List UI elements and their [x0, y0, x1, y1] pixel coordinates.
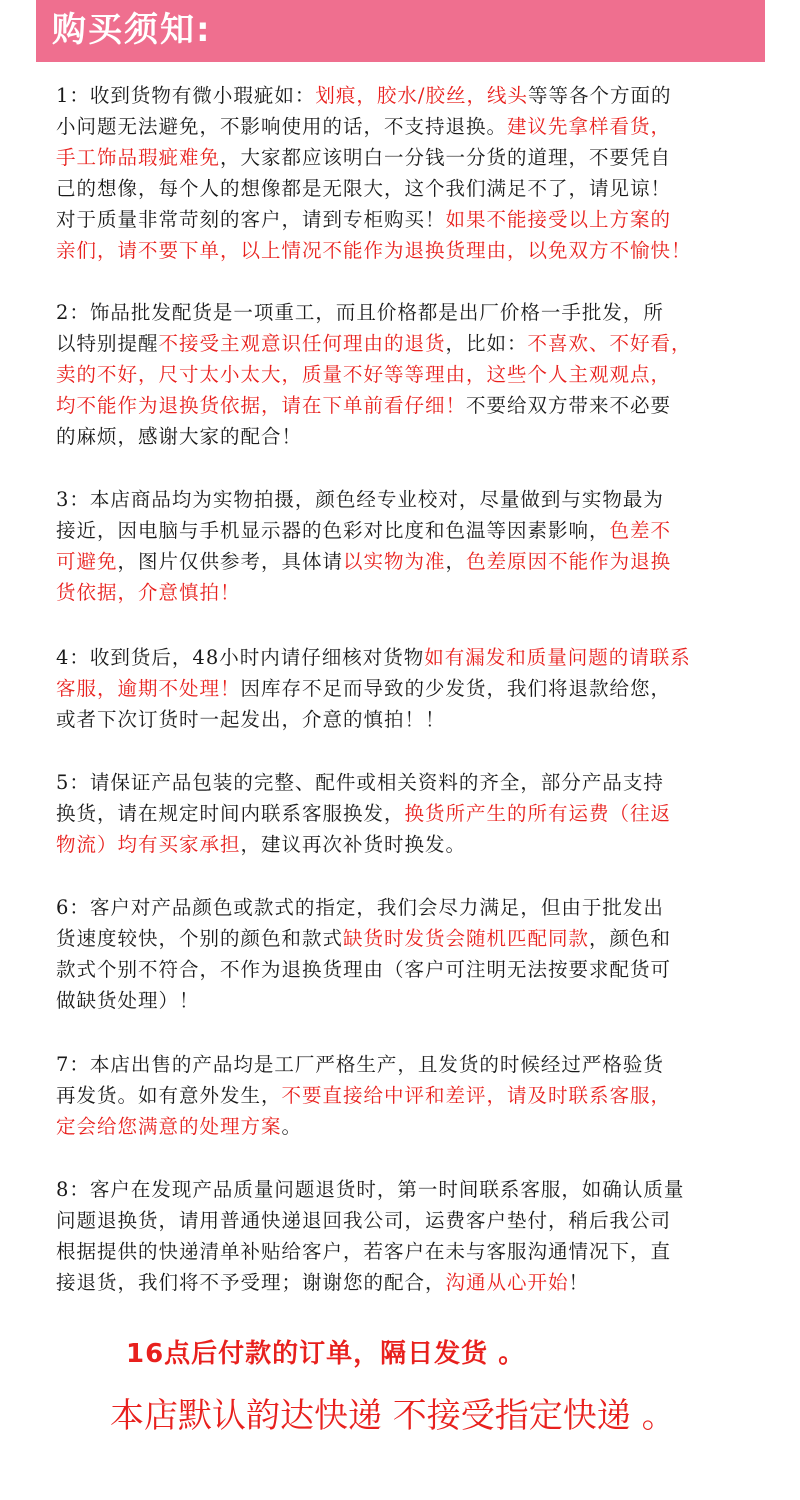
- text-line: [56, 297, 768, 328]
- text-line: [56, 359, 768, 390]
- body-text: 小问题无法避免，不影响使用的话，不支持退换。: [56, 115, 508, 138]
- body-text: 做缺货处理）！: [56, 989, 200, 1012]
- courier-notice: 本店默认韵达快递 不接受指定快递 。: [110, 1396, 676, 1436]
- section-2: [56, 297, 768, 452]
- body-text: ，图片仅供参考，具体请: [117, 550, 344, 573]
- body-text: 7：本店出售的产品均是工厂严格生产，且发货的时候经过严格验货: [56, 1053, 664, 1076]
- highlighted-text: 缺货时发货会随机匹配同款: [343, 927, 590, 950]
- body-text: 4：收到货后，48小时内请仔细核对货物: [56, 646, 425, 669]
- body-text: 6：客户对产品颜色或款式的指定，我们会尽力满足，但由于批发出: [56, 896, 664, 919]
- text-line: [56, 173, 768, 204]
- body-text: 货速度较快，个别的颜色和款式: [56, 927, 344, 950]
- highlighted-text: 客服，逾期不处理！: [56, 677, 241, 700]
- highlighted-text: 不接受主观意识任何理由的退货: [158, 332, 446, 355]
- highlighted-text: 不喜欢、不好看，: [527, 332, 692, 355]
- highlighted-text: 色差不: [609, 519, 672, 542]
- highlighted-text: 卖的不好，尺寸太小太大，质量不好等等理由，这些个人主观观点，: [56, 363, 672, 386]
- body-text: ，大家都应该明白一分钱一分货的道理，不要凭自: [220, 146, 672, 169]
- body-text: 。: [281, 1115, 303, 1138]
- text-line: [56, 204, 768, 235]
- text-line: [56, 985, 768, 1016]
- body-text: ，颜色和: [589, 927, 672, 950]
- highlighted-text: 可避免: [56, 550, 118, 573]
- body-text: 换货，请在规定时间内联系客服换发，: [56, 802, 405, 825]
- text-line: [56, 892, 768, 923]
- body-text: 1：收到货物有微小瑕疵如：: [56, 84, 316, 107]
- highlighted-text: 手工饰品瑕疵难免: [56, 146, 221, 169]
- text-line: [56, 1174, 768, 1205]
- text-line: [56, 923, 768, 954]
- highlighted-text: 以实物为准: [343, 550, 446, 573]
- section-1: [56, 80, 768, 266]
- body-text: 因库存不足而导致的少发货，我们将退款给您，: [240, 677, 672, 700]
- after-4pm-notice: 16点后付款的订单，隔日发货 。: [126, 1339, 526, 1369]
- body-text: ，: [445, 550, 467, 573]
- body-text: 款式个别不符合，不作为退换货理由（客户可注明无法按要求配货可: [56, 958, 672, 981]
- body-text: 根据提供的快递清单补贴给客户，若客户在未与客服沟通情况下，直: [56, 1240, 672, 1263]
- text-line: [56, 421, 768, 452]
- body-text: 接退货，我们将不予受理；谢谢您的配合，: [56, 1271, 446, 1294]
- text-line: [56, 767, 768, 798]
- body-text: 2：饰品批发配货是一项重工，而且价格都是出厂价格一手批发，所: [56, 301, 664, 324]
- section-6: [56, 892, 768, 1016]
- highlighted-text: 如果不能接受以上方案的: [445, 208, 672, 231]
- highlighted-text: 物流）均有买家承担: [56, 833, 241, 856]
- body-text: 5：请保证产品包装的完整、配件或相关资料的齐全，部分产品支持: [56, 771, 664, 794]
- body-text: 问题退换货，请用普通快递退回我公司，运费客户垫付，稍后我公司: [56, 1209, 672, 1232]
- section-8: [56, 1174, 768, 1298]
- text-line: [56, 1205, 768, 1236]
- text-line: [56, 1236, 768, 1267]
- body-text: 的麻烦，感谢大家的配合！: [56, 425, 303, 448]
- text-line: [56, 484, 768, 515]
- text-line: [56, 1080, 768, 1111]
- body-text: 3：本店商品均为实物拍摄，颜色经专业校对，尽量做到与实物最为: [56, 488, 664, 511]
- body-text: 接近，因电脑与手机显示器的色彩对比度和色温等因素影响，: [56, 519, 610, 542]
- highlighted-text: 如有漏发和质量问题的请联系: [424, 646, 691, 669]
- text-line: [56, 546, 768, 577]
- body-text: 己的想像，每个人的想像都是无限大，这个我们满足不了，请见谅！: [56, 177, 672, 200]
- text-line: [56, 80, 768, 111]
- text-line: [56, 954, 768, 985]
- section-5: [56, 767, 768, 860]
- text-line: [56, 142, 768, 173]
- text-line: [56, 515, 768, 546]
- text-line: [56, 235, 768, 266]
- section-7: [56, 1049, 768, 1142]
- body-text: ，比如：: [445, 332, 528, 355]
- page-header: [36, 0, 765, 62]
- body-text: 等等各个方面的: [528, 84, 672, 107]
- text-line: [56, 1267, 768, 1298]
- body-text: 对于质量非常苛刻的客户，请到专柜购买！: [56, 208, 446, 231]
- body-text: 或者下次订货时一起发出，介意的慎拍！！: [56, 708, 446, 731]
- page-title: 购买须知:: [52, 10, 212, 50]
- text-line: [56, 390, 768, 421]
- text-line: [56, 673, 768, 704]
- body-text: 以特别提醒: [56, 332, 159, 355]
- text-line: [56, 829, 768, 860]
- body-text: ！: [568, 1271, 590, 1294]
- body-text: 不要给双方带来不必要: [466, 394, 672, 417]
- body-text: 8：客户在发现产品质量问题退货时，第一时间联系客服，如确认质量: [56, 1178, 685, 1201]
- highlighted-text: 货依据，介意慎拍！: [56, 581, 241, 604]
- section-3: [56, 484, 768, 608]
- highlighted-text: 均不能作为退换货依据，请在下单前看仔细！: [56, 394, 467, 417]
- text-line: [56, 328, 768, 359]
- highlighted-text: 建议先拿样看货，: [507, 115, 672, 138]
- highlighted-text: 换货所产生的所有运费（往返: [404, 802, 672, 825]
- section-4: [56, 642, 768, 735]
- text-line: [56, 704, 768, 735]
- highlighted-text: 不要直接给中评和差评，请及时联系客服，: [281, 1084, 672, 1107]
- highlighted-text: 定会给您满意的处理方案: [56, 1115, 282, 1138]
- text-line: [56, 577, 768, 608]
- highlighted-text: 亲们，请不要下单，以上情况不能作为退换货理由，以免双方不愉快！: [56, 239, 692, 262]
- highlighted-text: 划痕，胶水/胶丝，线头: [315, 84, 528, 107]
- highlighted-text: 沟通从心开始: [445, 1271, 569, 1294]
- text-line: [56, 1049, 768, 1080]
- body-text: ，建议再次补货时换发。: [240, 833, 467, 856]
- text-line: [56, 798, 768, 829]
- highlighted-text: 色差原因不能作为退换: [466, 550, 672, 573]
- text-line: [56, 1111, 768, 1142]
- text-line: [56, 642, 768, 673]
- text-line: [56, 111, 768, 142]
- body-text: 再发货。如有意外发生，: [56, 1084, 282, 1107]
